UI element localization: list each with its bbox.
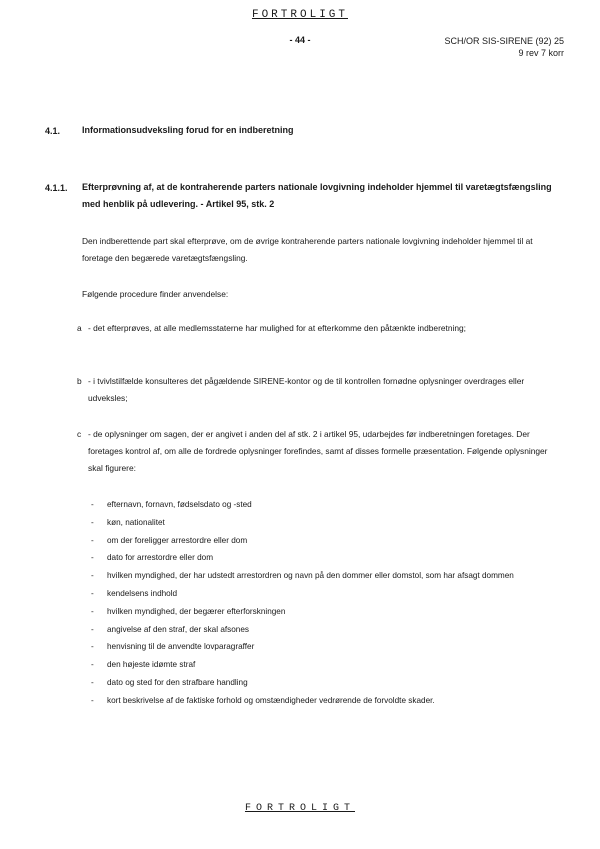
bullet-text: dato og sted for den strafbare handling (107, 677, 248, 687)
reference-line-1: SCH/OR SIS-SIRENE (92) 25 (444, 36, 564, 46)
bullet-item (91, 638, 561, 656)
paragraph-verification: Den indberettende part skal efterprøve, om de øvrige kontraherende parters nationale lovgivning indeholder hjemmel til at foretage den begærede varetægtsfængsling. (82, 236, 533, 263)
footer-classification: FORTROLIGT (244, 803, 355, 814)
page-number: - 44 - (289, 35, 311, 45)
list-item-text: - det efterprøves, at alle medlemsstaterne har mulighed for at efterkomme den påtænkte indberetning; (88, 323, 466, 333)
bullet-text: om der foreligger arrestordre eller dom (107, 535, 248, 545)
bullet-text: hvilken myndighed, der begærer efterforskningen (107, 606, 286, 616)
bullet-text: angivelse af den straf, der skal afsones (107, 624, 249, 634)
reference-line-2: 9 rev 7 korr (518, 48, 564, 58)
list-item-label: b (77, 376, 82, 386)
bullet-dash: - (91, 517, 94, 527)
bullet-item (91, 674, 561, 692)
bullet-text: hvilken myndighed, der har udstedt arrestordren og navn på den dommer eller domstol, som har afsagt dommen (107, 571, 514, 581)
section-4-1-1-number: 4.1.1. (45, 183, 68, 193)
bullet-item (91, 514, 561, 532)
bullet-dash: - (91, 677, 94, 687)
section-4-1-title: Informationsudveksling forud for en indberetning (82, 125, 294, 135)
bullet-dash: - (91, 695, 94, 705)
bullet-item (91, 692, 561, 710)
bullet-item (91, 496, 561, 514)
bullet-dash: - (91, 624, 94, 634)
list-item-c (77, 426, 564, 480)
bullet-item (91, 585, 561, 603)
bullet-dash: - (91, 642, 94, 652)
document-reference (444, 35, 564, 59)
bullet-dash: - (91, 588, 94, 598)
bullet-dash: - (91, 535, 94, 545)
bullet-dash: - (91, 500, 94, 509)
bullet-text: kort beskrivelse af de faktiske forhold og omstændigheder vedrørende de forvoldte skader. (107, 695, 435, 705)
list-item-label: a (77, 323, 82, 333)
bullet-text: køn, nationalitet (107, 517, 165, 527)
list-item-label: c (77, 429, 82, 439)
list-item-b (77, 373, 564, 409)
bullet-item (91, 621, 561, 639)
paragraph-procedure-intro: Følgende procedure finder anvendelse: (82, 289, 229, 299)
bullet-item (91, 567, 561, 585)
list-item-text: - i tvivlstilfælde konsulteres det pågældende SIRENE-kontor og de til kontrollen fornødne oplysninger overdrages eller udveksles; (88, 376, 525, 403)
list-item-a (77, 320, 564, 356)
bullet-dash: - (91, 606, 94, 616)
bullet-dash: - (91, 553, 94, 563)
bullet-item (91, 603, 561, 621)
header-classification: FORTROLIGT (251, 9, 348, 21)
bullet-item (91, 549, 561, 567)
required-information-list (91, 496, 561, 710)
bullet-item (91, 532, 561, 550)
bullet-text: dato for arrestordre eller dom (107, 553, 214, 563)
bullet-text: efternavn, fornavn, fødselsdato og -sted (107, 500, 252, 509)
bullet-text: den højeste idømte straf (107, 660, 196, 670)
bullet-text: kendelsens indhold (107, 588, 178, 598)
bullet-dash: - (91, 571, 94, 581)
list-item-text: - de oplysninger om sagen, der er angivet i anden del af stk. 2 i artikel 95, udarbejdes før indberetningen foretages. Der foretages kontrol af, om alle de fordrede oplysninger forefindes, samt af disses formelle præsentation. Følgende oplysninger skal figurere: (88, 429, 548, 473)
section-4-1-number: 4.1. (45, 126, 61, 136)
section-4-1-1-title: Efterprøvning af, at de kontraherende parters nationale lovgivning indeholder hjemmel til varetægtsfængsling med henblik på udlevering. - Artikel 95, stk. 2 (82, 182, 552, 209)
bullet-item (91, 656, 561, 674)
bullet-text: henvisning til de anvendte lovparagraffer (107, 642, 255, 652)
bullet-dash: - (91, 660, 94, 670)
